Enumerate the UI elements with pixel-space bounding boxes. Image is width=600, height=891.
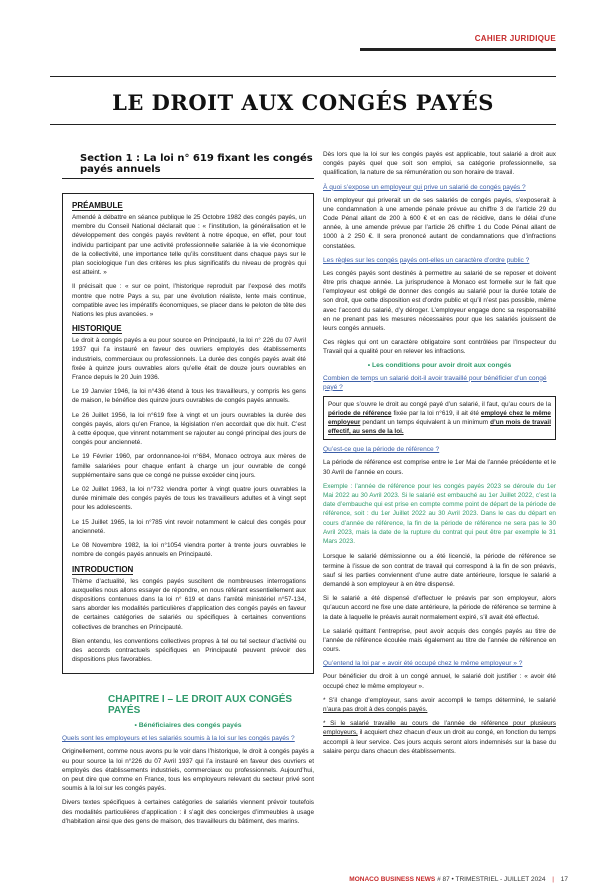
body-paragraph: Lorsque le salarié démissionne ou a été licencié, la période de référence se termine à l’issue de son contrat de travail qui correspond à la fin de son préavis, sauf si les parties conviennent d’une autre date antérieure, lorsque le salarié a demandé à son employeur à en être dispensé. xyxy=(323,553,556,588)
body-paragraph: Pour que s’ouvre le droit au congé payé d’un salarié, il faut, qu’au cours de la période de référence fixée par la loi n°619, il ait été employé chez le même employeur pendant un temps équivalent à un minimum d’un mois de travail effectif, au sens de la loi. xyxy=(328,400,551,436)
section-label: CAHIER JURIDIQUE xyxy=(474,34,556,43)
body-paragraph: Ces règles qui ont un caractère obligatoire sont contrôlées par l’Inspecteur du Travail qui a qualité pour en relever les infractions. xyxy=(323,339,556,356)
historique-paragraph: Le droit à congés payés a eu pour source en Principauté, la loi n° 226 du 07 Avril 1937 qui l’a instauré en faveur des ouvriers employés des établissements industriels, commerciaux ou professionnels. La durée des congés payés avait été fixée à quinze jours ouvrables alors qu’elle était de douze jours ouvrables en France depuis le 20 Juin 1936. xyxy=(72,337,306,382)
subsection-bullet: • Les conditions pour avoir droit aux congés xyxy=(367,361,512,369)
body-paragraph: La période de référence est comprise entre le 1er Mai de l’année précédente et le 30 Avril de l’année en cours. xyxy=(323,459,556,476)
title-rule-bottom xyxy=(50,124,556,125)
question: Qu’est-ce que la période de référence ? xyxy=(323,446,440,454)
emphasis-text: période de référence xyxy=(328,409,392,417)
question: Les règles sur les congés payés ont-elles un caractère d’ordre public ? xyxy=(323,256,530,264)
page-title: LE DROIT AUX CONGÉS PAYÉS xyxy=(112,90,494,115)
chapter-title: CHAPITRE I – LE DROIT AUX CONGÉS PAYÉS xyxy=(108,694,293,717)
title-rule-top xyxy=(50,76,556,77)
left-column xyxy=(62,150,314,831)
highlight-box xyxy=(323,396,556,441)
emphasis-text: d’un mois de travail effectif, au sens de la loi. xyxy=(328,419,551,436)
emphasis-text: employé chez le même employeur xyxy=(328,409,551,427)
introduction-heading: INTRODUCTION xyxy=(72,564,134,574)
introduction-paragraph: Thème d’actualité, les congés payés suscitent de nombreuses interrogations auxquelles nous allons essayer de répondre, en nous référant essentiellement aux dispositions contenues dans la loi n° 619 et dans l’arrêté ministériel n°57-134, sans aborder les modalités particulières d’application des congés payés en faveur de certaines catégories de salariés ou spécifiques à certaines conventions collectives de branches en Principauté. xyxy=(72,577,306,631)
body-paragraph: Si le salarié a été dispensé d’effectuer le préavis par son employeur, alors qu’aucun accord ne fixe une date antérieure, la période de référence se termine à la date à laquelle le préavis aurait normalement expiré, s’il avait été effectué. xyxy=(323,595,556,621)
body-paragraph: * S’il change d’employeur, sans avoir accompli le temps déterminé, le salarié n’aura pas droit à des congés payés. xyxy=(323,696,556,713)
preambule-heading: PRÉAMBULE xyxy=(72,201,123,210)
emphasis-text: n’aura pas droit à des congés payés. xyxy=(323,705,428,713)
body-paragraph: Le salarié quittant l’entreprise, peut avoir acquis des congés payés au titre de l’année de référence écoulée mais également au titre de l’année de référence en cours. xyxy=(323,627,556,654)
historique-paragraph: Le 15 Juillet 1965, la loi n°785 vint revoir notamment le calcul des congés pour ancienneté. xyxy=(72,518,306,535)
question: Combien de temps un salarié doit-il avoir travaillé pour bénéficier d’un congé payé ? xyxy=(323,374,547,391)
emphasis-text: * Si le salarié travaille au cours de l’année de référence pour plusieurs employeurs, xyxy=(323,720,556,737)
body-paragraph: Pour bénéficier du droit à un congé annuel, le salarié doit justifier : « avoir été occupé chez le même employeur ». xyxy=(323,673,556,690)
question: Quels sont les employeurs et les salariés soumis à la loi sur les congés payés ? xyxy=(62,735,295,743)
right-column xyxy=(323,150,556,761)
header-rule xyxy=(360,48,556,51)
historique-paragraph: Le 19 Février 1960, par ordonnance-loi n°684, Monaco octroya aux mères de famille salariées pour chaque enfant à charge un jour ouvrable de congé supplémentaire sans que ce congé ne puisse excéder cinq jours. xyxy=(72,453,306,479)
subsection-bullet: • Bénéficiaires des congés payés xyxy=(134,722,242,730)
introduction-paragraph: Bien entendu, les conventions collectives propres à tel ou tel secteur d’activité ou des accords contractuels spécifiques en Principauté peuvent prévoir des dispositions plus favorables. xyxy=(72,637,306,664)
section-rule xyxy=(62,178,314,179)
historique-paragraph: Le 02 Juillet 1963, la loi n°732 viendra porter à vingt quatre jours ouvrables la durée minimale des congés payés de tous les travailleurs adultes et à vingt sept pour les adolescents. xyxy=(72,486,306,512)
body-paragraph: * Si le salarié travaille au cours de l’année de référence pour plusieurs employeurs, il acquiert chez chacun d’eux un droit au congé, en fonction du temps accompli à leur service. Ces jours acquis seront alors indemnisés sur la base du salaire perçu dans chacun des établissements. xyxy=(323,720,556,755)
body-paragraph: Les congés payés sont destinés à permettre au salarié de se reposer et doivent être pris chaque année. La jurisprudence à Monaco est formelle sur le fait que l’employeur est obligé de donner des congés au salarié pour la durée totale de son droit, que cette disposition est d’ordre public et qu’il n’est pas possible, même avec l’accord du salarié, d’y déroger. L’employeur engage donc sa responsabilité en ne prenant pas les mesures nécessaires pour que les salariés jouissent de leurs congés annuels. xyxy=(323,269,556,333)
footer-issue: # 87 • TRIMESTRIEL - JUILLET 2024 xyxy=(437,876,546,883)
footer-brand: MONACO BUSINESS NEWS xyxy=(349,876,436,883)
body-paragraph: Dès lors que la loi sur les congés payés est applicable, tout salarié a droit aux congés payés quel que soit son emploi, sa catégorie professionnelle, sa qualification, la nature de sa rémunération ou son horaire de travail. xyxy=(323,151,556,177)
question: À quoi s’expose un employeur qui prive un salarié de congés payés ? xyxy=(323,183,526,191)
historique-heading: HISTORIQUE xyxy=(72,324,122,334)
body-paragraph: Originellement, comme nous avons pu le voir dans l’historique, le droit à congés payés a eu pour source la loi n°226 du 07 Avril 1937 qui l’a instauré en faveur des ouvriers et employés des établissements industriels, commerciaux ou professionnels. Aujourd’hui, on peut dire que comme en France, tous les employeurs relevant du secteur privé sont soumis à la loi sur les congés payés. xyxy=(62,748,314,793)
historique-paragraph: Le 19 Janvier 1946, la loi n°436 étend à tous les travailleurs, y compris les gens de maison, le bénéfice des quinze jours ouvrables de congés payés annuels. xyxy=(72,388,306,405)
section-title: Section 1 : La loi n° 619 fixant les congés payés annuels xyxy=(80,153,313,175)
example-paragraph: Exemple : l’année de référence pour les congés payés 2023 se déroule du 1er Mai 2022 au 30 Avril 2023. Si le salarié est embauché au 1er Juillet 2022, c’est la date d’embauche qui est prise en compte comme point de départ de la période de référence, soit : du 1er Juillet 2022 au 30 Avril 2023. Dans le cas du départ en cours d’année de référence, la fin de la période de référence ne sera pas le 30 Avril 2023, mais la date de la rupture du contrat qui peut être par exemple le 31 Mars 2023. xyxy=(323,482,556,546)
historique-paragraph: Le 26 Juillet 1956, la loi n°619 fixe à vingt et un jours ouvrables la durée des congés payés, alors qu’en France, la législation n’en accordait que dix huit. C’est à cette époque, que vinrent notamment se rajouter au congé principal des jours de congés pour ancienneté. xyxy=(72,411,306,447)
preambule-paragraph: Amendé à débattre en séance publique le 25 Octobre 1982 des congés payés, un membre du Conseil National déclarait que : « l’institution, la généralisation et le développement des congés payés revêtent à notre époque, en effet, pour tout individu participant par une activité professionnelle salariée à la vie économique de la collectivité, une importance telle qu’ils constituent dans chaque pays sur le plan sociologique l’un des critères les plus significatifs du niveau de progrès qui est atteint. » xyxy=(72,214,306,277)
body-paragraph: Un employeur qui priverait un de ses salariés de congés payés, s’exposerait à une condamnation à une amende pénale prévue au chiffre 3 de l’article 29 du Code Pénal allant de 200 à 600 € et en cas de récidive, dans le délai d’une année, à une amende prévue par l’article 26 chiffre 1 du Code Pénal allant de 1000 à 2 250 €. Il sera prononcé autant de condamnations que d’infractions constatées. xyxy=(323,196,556,250)
historique-paragraph: Le 08 Novembre 1982, la loi n°1054 viendra porter à trente jours ouvrables le nombre de congés payés annuels en Principauté. xyxy=(72,542,306,559)
page-number: 17 xyxy=(560,876,568,883)
question: Qu’entend la loi par « avoir été occupé chez le même employeur » ? xyxy=(323,660,523,668)
preambule-paragraph: Il précisait que : « sur ce point, l’historique reproduit par l’exposé des motifs montre que notre Pays a su, par une évolution réaliste, lente mais continue, compatible avec les impératifs économiques, se placer dans le peloton de tête des Nations les plus avancées. » xyxy=(72,283,306,319)
intro-box xyxy=(62,193,314,674)
page-footer: MONACO BUSINESS NEWS # 87 • TRIMESTRIEL - JUILLET 2024 | 17 xyxy=(349,876,568,883)
body-paragraph: Divers textes spécifiques à certaines catégories de salariés viennent prévoir toutefois des modalités particulières d’application : il s’agit des concierges d’immeubles à usage d’habitation ainsi que des gens de maison, des travailleurs du bâtiment, des marins. xyxy=(62,799,314,825)
